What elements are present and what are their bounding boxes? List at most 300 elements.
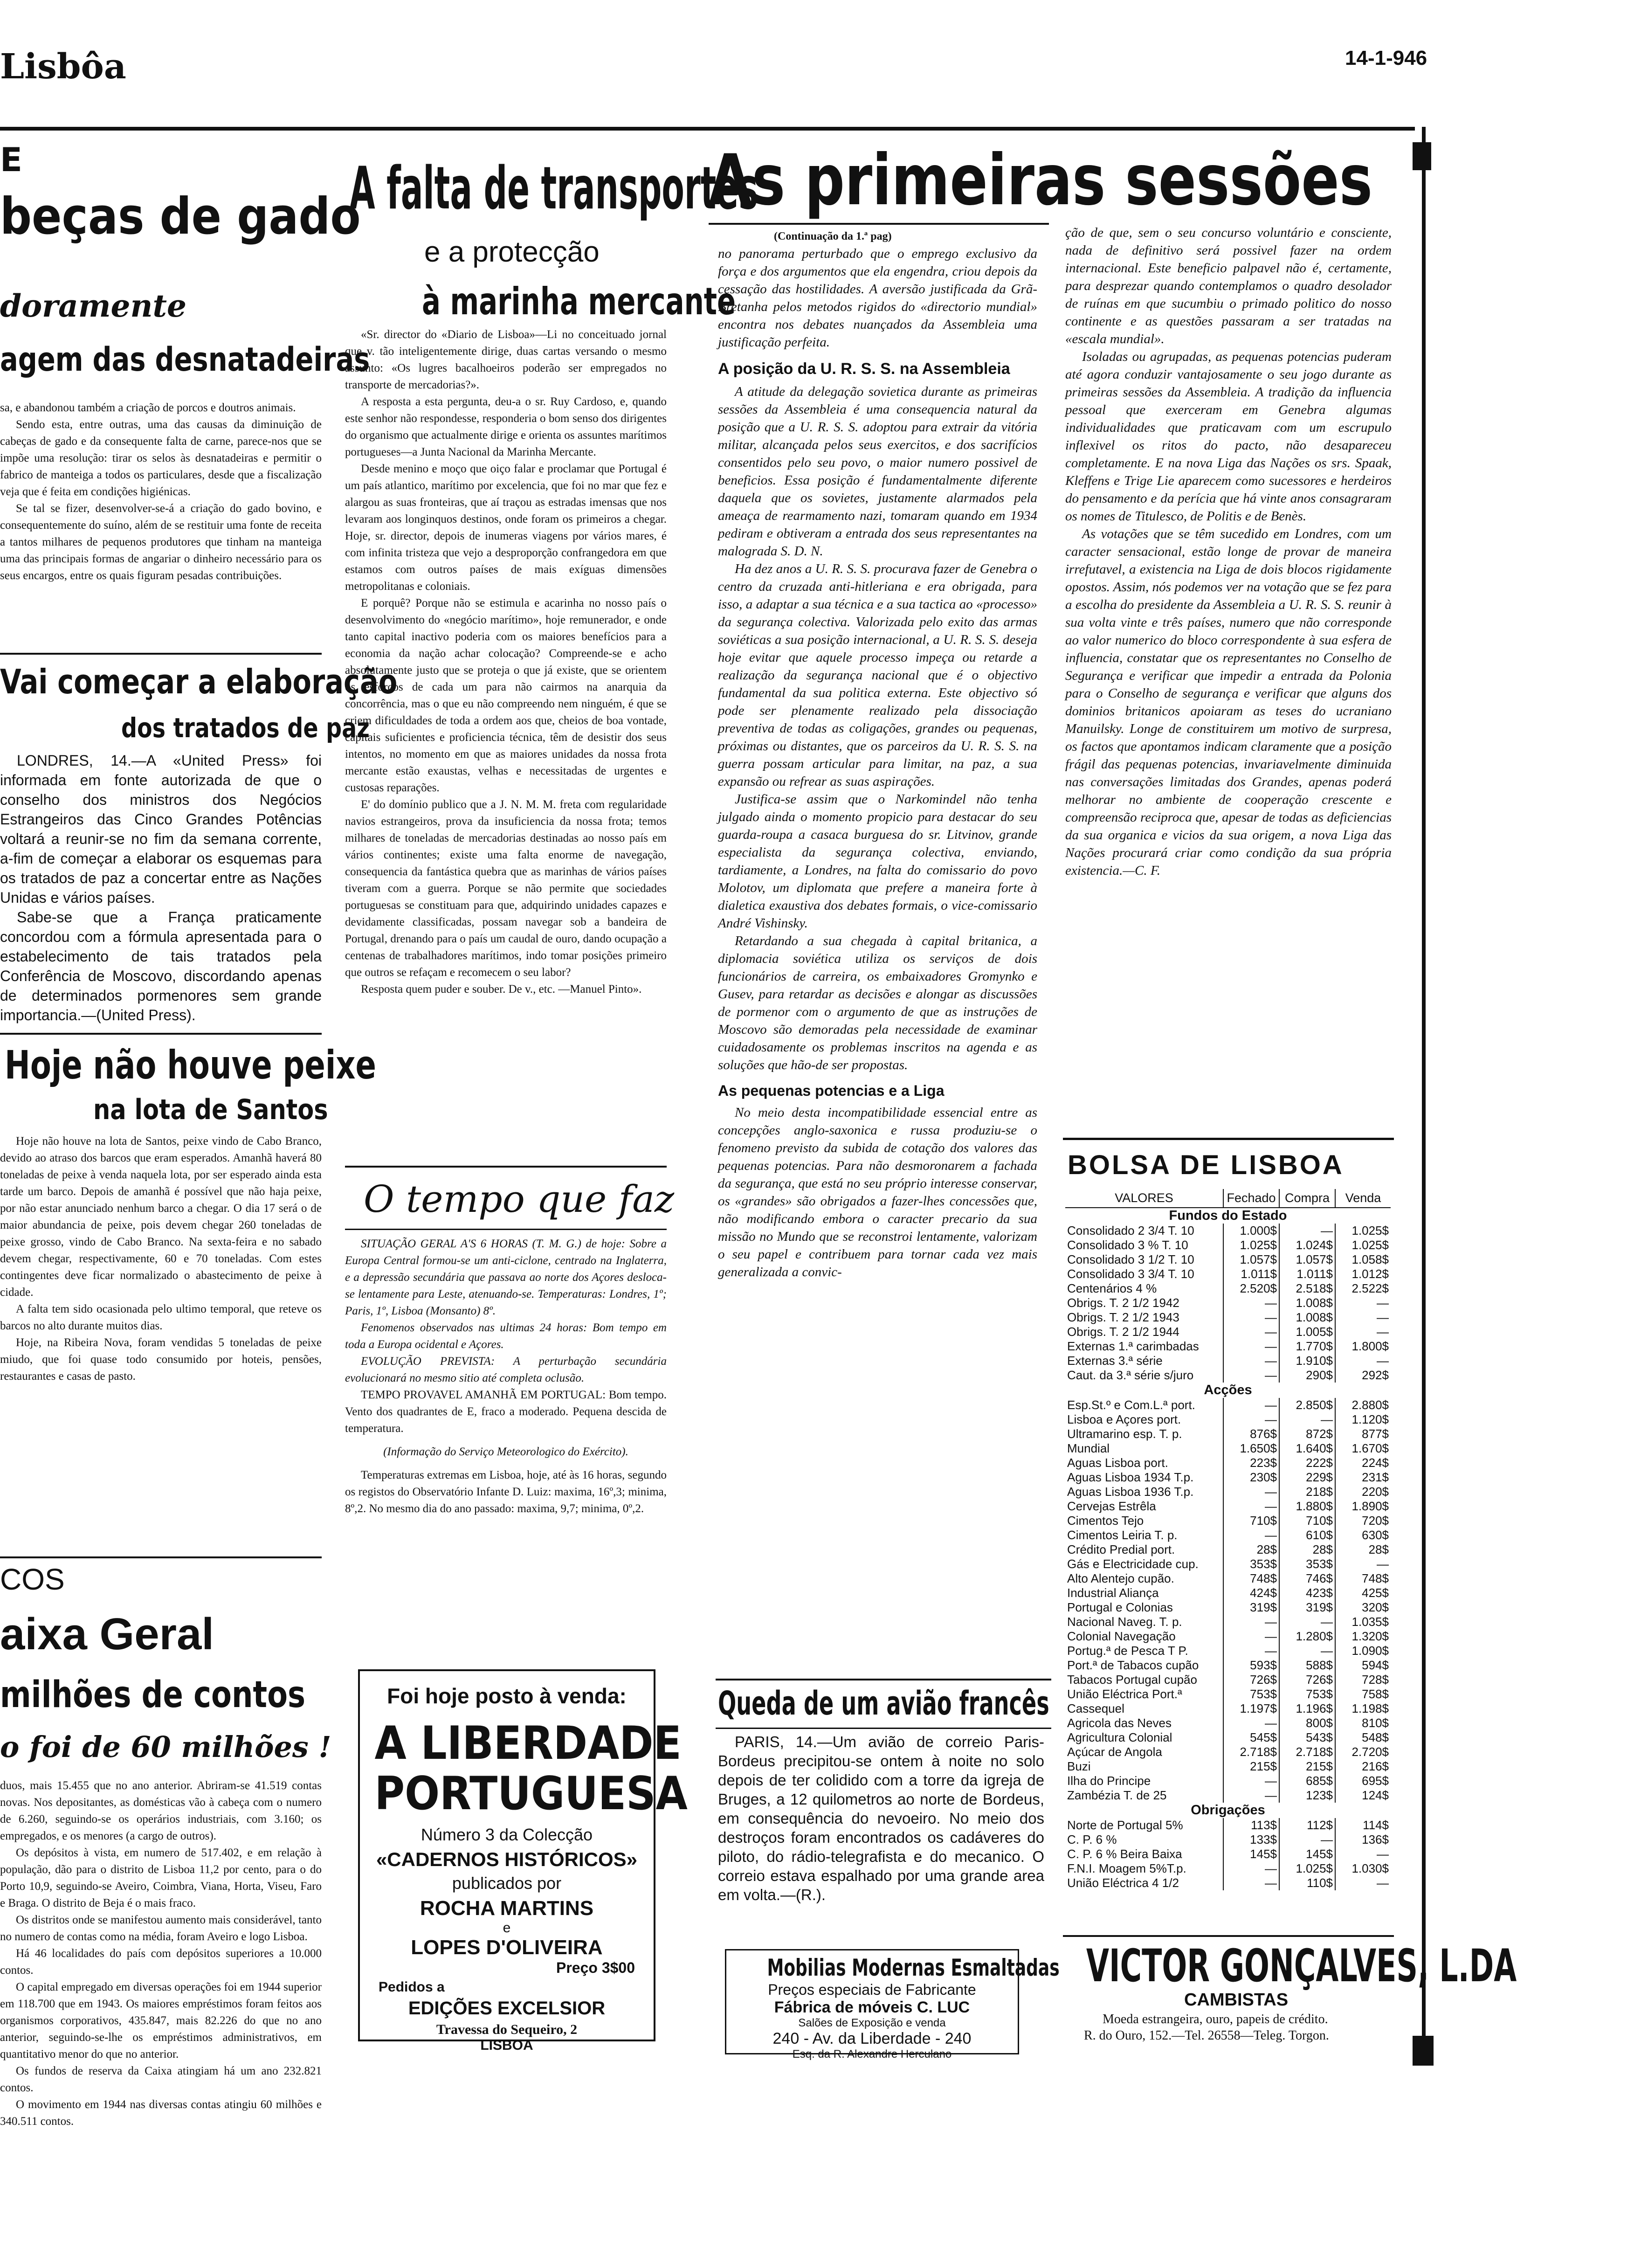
paragraph: Ha dez anos a U. R. S. S. procurava fazer de Genebra o centro da cruzada anti-hitleriana e era obrigada, para isso, a adaptar a sua técnica e a sua tactica ao «processo» da segurança colectiva. Valorizada pelo exito das armas soviéticas a sua posição internacional, a U. R. S. S. deseja hoje evitar que aquele processo impeça ou retarde a realização da segurança nacional que é o objectivo fundamental da sua politica externa. Este objectivo só pode ser plenamente realizado pela dissociação preventiva de todas as coligações, grandes ou pequenas, próximas ou distantes, que os parceiros da U. R. S. S. na guerra possam articular para limitar, na paz, a sua expansão ou refrear as suas aspirações. [718, 561, 1037, 789]
bolsa-price: — [1223, 1716, 1279, 1730]
bolsa-security: Esp.St.º e Com.L.ª port. [1067, 1398, 1195, 1412]
bolsa-row [1065, 1644, 1391, 1658]
bolsa-price: 758$ [1335, 1687, 1391, 1701]
bolsa-price: 114$ [1335, 1818, 1391, 1832]
paragraph: no panorama perturbado que o emprego exclusivo da força e dos argumentos que ela engendra, criou depois da cessação das hostilidades. A aversão justificada da Grã-Bretanha pelos metodos rigidos do «directorio mundial» encontra nos debates nuançados da Assembleia uma justificação perfeita. [718, 246, 1037, 350]
bolsa-price: 1.005$ [1279, 1325, 1335, 1339]
bolsa-price: 231$ [1335, 1470, 1391, 1485]
masthead-date: 14-1-946 [1345, 47, 1427, 69]
bolsa-price: 753$ [1223, 1687, 1279, 1701]
bolsa-security: Consolidado 3 % T. 10 [1067, 1238, 1188, 1252]
bolsa-price: 1.057$ [1279, 1252, 1335, 1267]
bolsa-security: Ilha do Principe [1067, 1774, 1151, 1788]
bolsa-price: 753$ [1279, 1687, 1335, 1701]
bolsa-price: 1.910$ [1279, 1354, 1335, 1368]
bolsa-price: 1.000$ [1223, 1224, 1279, 1238]
mobilias-line: Esq. da R. Alexandre Herculano [792, 2048, 952, 2061]
bolsa-section-row [1065, 1803, 1391, 1818]
bolsa-security: Zambézia T. de 25 [1067, 1788, 1167, 1802]
caixa-section-label: COS [0, 1563, 65, 1596]
paragraph: A atitude da delegação sovietica durante as primeiras sessões da Assembleia é uma consequencia natural da posição que a U. R. S. S. adoptou para extrair da vitória militar, alcançada pelos seus exercitos, e dos sacrifícios consentidos pelo seu povo, o maior numero possivel de beneficios. Essa posição é fundamentalmente diferente daquela que os sovietes, justamente alarmados pela ameaça de rearmamento nazi, tomaram quando em 1934 pediram e obtiveram a entrada dos seus representantes na malograda S. D. N. [718, 384, 1037, 559]
bolsa-price: 1.011$ [1223, 1267, 1279, 1281]
bolsa-price: 320$ [1335, 1600, 1391, 1615]
col1-headline: beças de gado [0, 187, 361, 246]
bolsa-price: 28$ [1279, 1542, 1335, 1557]
bolsa-price: — [1279, 1412, 1335, 1427]
bolsa-row [1065, 1514, 1391, 1528]
bolsa-price: 1.640$ [1279, 1441, 1335, 1456]
bolsa-price: 1.030$ [1335, 1861, 1391, 1876]
bolsa-price: 1.012$ [1335, 1267, 1391, 1281]
mobilias-line: Fábrica de móveis C. LUC [774, 1998, 970, 2016]
bolsa-price: 1.280$ [1279, 1629, 1335, 1644]
mobilias-ad [725, 1949, 1060, 2061]
continuation-note: (Continuação da 1.ª pag) [774, 230, 892, 242]
bolsa-security: Caut. da 3.ª série s/juro [1067, 1368, 1194, 1382]
mobilias-line: 240 - Av. da Liberdade - 240 [772, 2030, 972, 2047]
paragraph: As votações que se têm sucedido em Londres, com um caracter sensacional, estão longe de provar de maneira irrefutavel, a existencia na Liga de dois blocos rigidamente opostos. Assim, nós podemos ver na votação que se fez para a escolha do presidente da Assembleia a U. R. S. S. reunir à sua volta vinte e três países, numero que não corresponde ao valor numerico do bloco correspondente à sua esfera de influencia, constatar que os representantes no Conselho de Segurança e verificar que impedir a entrada da Polonia para o Conselho de segurança e verificar que alguns dos dominios britanicos apoiaram as teses do ucraniano Manuilsky. Longe de constituirem um motivo de surpresa, os factos que apontamos indicam claramente que a posição frágil das pequenas potencias, invariavelmente diminuida nas conversações limitadas dos Grandes, apenas poderá melhorar no ambiente de cooperação crescente e compreensão reciproca que, apesar de todas as deficiencias da sua organica e vicios da sua origem, a nova Liga das Nações procurará criar como condição da sua própria existencia.—C. F. [1065, 526, 1392, 878]
main-column-a [718, 245, 1037, 1281]
bolsa-price: 1.025$ [1279, 1861, 1335, 1876]
mobilias-title: Mobilias Modernas Esmaltadas [767, 1954, 1060, 1981]
bolsa-price: 1.198$ [1335, 1701, 1391, 1716]
bolsa-price: 224$ [1335, 1456, 1391, 1470]
paragraph: A falta tem sido ocasionada pelo ultimo temporal, que reteve os barcos no alto durante muitos dias. [0, 1303, 322, 1332]
bolsa-section-row [1065, 1208, 1391, 1224]
bolsa-row [1065, 1499, 1391, 1514]
bolsa-security: Aguas Lisboa 1934 T.p. [1067, 1470, 1194, 1484]
bolsa-security: Tabacos Portugal cupão [1067, 1673, 1197, 1687]
bolsa-price: — [1335, 1310, 1391, 1325]
bolsa-price: — [1335, 1876, 1391, 1890]
ad-title: A LIBERDADE [374, 1717, 682, 1770]
paragraph: Retardando a sua chegada à capital britanica, a diplomacia soviética utiliza os serviços de dois funcionários de carreira, os embaixadores Gromynko e Gusev, para retardar as decisões e alongar as discussões de pormenor com o argumento de que as instruções de Moscovo são demoradas pela necessidade de examinar cuidadosamente os problemas inscritos na agenda e as soluções que hão-de ser propostas. [718, 933, 1037, 1072]
bolsa-price: — [1223, 1296, 1279, 1310]
bolsa-price: 215$ [1279, 1759, 1335, 1774]
bolsa-security: Portug.ª de Pesca T P. [1067, 1644, 1188, 1658]
bolsa-security: Gás e Electricidade cup. [1067, 1557, 1199, 1571]
bolsa-price: 810$ [1335, 1716, 1391, 1730]
bolsa-price: 2.880$ [1335, 1398, 1391, 1412]
separator [1063, 1935, 1394, 1937]
paragraph: (Informação do Serviço Meteorologico do Exército). [383, 1445, 628, 1458]
bolsa-price: 145$ [1279, 1847, 1335, 1861]
bolsa-header: Compra [1279, 1189, 1335, 1208]
bolsa-price: 2.850$ [1279, 1398, 1335, 1412]
bolsa-price: 1.008$ [1279, 1296, 1335, 1310]
bolsa-price: 1.035$ [1335, 1615, 1391, 1629]
bolsa-price: 685$ [1279, 1774, 1335, 1788]
caixa-headline-2: milhões de contos [0, 1674, 306, 1716]
bolsa-row [1065, 1354, 1391, 1368]
bolsa-row [1065, 1224, 1391, 1238]
bolsa-price: 1.008$ [1279, 1310, 1335, 1325]
bolsa-price: 423$ [1279, 1586, 1335, 1600]
victor-line: R. do Ouro, 152.—Tel. 26558—Teleg. Torgon. [1084, 2028, 1329, 2043]
bolsa-price: — [1223, 1876, 1279, 1890]
separator [1063, 1138, 1394, 1140]
caixa-body [0, 1777, 322, 2130]
bolsa-row [1065, 1774, 1391, 1788]
bolsa-price: — [1279, 1224, 1335, 1238]
bolsa-security: Colonial Navegação [1067, 1629, 1176, 1643]
bolsa-price: 2.518$ [1279, 1281, 1335, 1296]
bolsa-price: 123$ [1279, 1788, 1335, 1803]
paragraph: E porquê? Porque não se estimula e acarinha no nosso país o desenvolvimento do «negócio marítimo», hoje remunerador, e onde tanto capital inactivo poderia com os maiores benefícios para a economia da nação achar colocação? Compreende-se e acho absolutamente justo que se proteja o que já existe, que se orientem os esforços de cada um para não cairmos na anarquia da concorrência, mas o que eu não compreendo nem ninguém, é que se criem dificuldades de toda a ordem aos que, cheios de boa vontade, capitais suficientes e proficiencia técnica, têm de desistir dos seus intentos, no momento em que as maiores unidades da nossa frota mercante estão exaustas, velhas e necessitadas de urgentes e custosas reparações. [345, 597, 667, 794]
tempo-body [345, 1236, 667, 1517]
bolsa-security: Externas 1.ª carimbadas [1067, 1339, 1199, 1353]
transportes-sub-1: e a protecção [424, 236, 600, 268]
bolsa-price: — [1223, 1788, 1279, 1803]
bolsa-row [1065, 1427, 1391, 1441]
bolsa-security: Alto Alentejo cupão. [1067, 1571, 1174, 1585]
bolsa-price: 1.025$ [1223, 1238, 1279, 1252]
bolsa-security: Centenários 4 % [1067, 1281, 1157, 1295]
main-headline: As primeiras sessões [709, 140, 1373, 221]
bolsa-price: 292$ [1335, 1368, 1391, 1383]
separator [716, 1728, 1051, 1729]
bolsa-table [1065, 1189, 1391, 1890]
bolsa-price: 2.522$ [1335, 1281, 1391, 1296]
bolsa-price: 1.058$ [1335, 1252, 1391, 1267]
tempo-title: O tempo que faz [364, 1177, 675, 1221]
bolsa-price: — [1223, 1310, 1279, 1325]
bolsa-price: 1.670$ [1335, 1441, 1391, 1456]
bolsa-price: 1.770$ [1279, 1339, 1335, 1354]
bolsa-title: BOLSA DE LISBOA [1068, 1150, 1344, 1180]
bolsa-security: Obrigs. T. 2 1/2 1942 [1067, 1296, 1179, 1310]
bolsa-security: C. P. 6 % Beira Baixa [1067, 1847, 1182, 1861]
bolsa-price: 124$ [1335, 1788, 1391, 1803]
bolsa-price: — [1223, 1774, 1279, 1788]
bolsa-row [1065, 1412, 1391, 1427]
paragraph: SITUAÇÃO GERAL A'S 6 HORAS (T. M. G.) de hoje: Sobre a Europa Central formou-se um anti-ciclone, centrado na Inglaterra, e a depressão secundária que passava ao norte dos Açores desloca-se lentamente para Leste, atenuando-se. Temperaturas: Londres, 1º; Paris, 1º, Lisboa (Monsanto) 8º. [345, 1238, 667, 1317]
bolsa-section-row [1065, 1383, 1391, 1398]
paragraph: Se tal se fizer, desenvolver-se-á a criação do gado bovino, e consequentemente do suíno, além de se restituir uma fonte de receita a tantos milhares de pequenos produtores que tinham na manteiga uma das principais formas de angariar o dinheiro necessário para os seus encargos, entre os quais figuram pesadas contribuições. [0, 502, 322, 582]
bolsa-price: 748$ [1335, 1571, 1391, 1586]
bolsa-row [1065, 1716, 1391, 1730]
peixe-body [0, 1133, 322, 1385]
bolsa-price: — [1335, 1847, 1391, 1861]
bolsa-price: 216$ [1335, 1759, 1391, 1774]
ad-line: Número 3 da Colecção [421, 1825, 593, 1844]
paragraph: duos, mais 15.455 que no ano anterior. Abriram-se 41.519 contas novas. Nos depositantes, as domésticas vão à cabeça com o numero de 6.260, seguindo-se os operários industriais, com 3.160; os empregados, e os menores (a cargo de outros). [0, 1779, 322, 1842]
bolsa-price: 215$ [1223, 1759, 1279, 1774]
separator [345, 1229, 667, 1230]
ad-line: publicados por [452, 1874, 562, 1893]
bolsa-security: Crédito Predial port. [1067, 1542, 1175, 1556]
bolsa-price: 1.025$ [1335, 1224, 1391, 1238]
bolsa-price: 110$ [1279, 1876, 1335, 1890]
victor-sub: CAMBISTAS [1184, 1990, 1289, 2010]
bolsa-price: — [1223, 1368, 1279, 1383]
bolsa-row [1065, 1847, 1391, 1861]
bolsa-price: 220$ [1335, 1485, 1391, 1499]
bolsa-row [1065, 1629, 1391, 1644]
bolsa-price: 353$ [1279, 1557, 1335, 1571]
bolsa-price: 1.025$ [1335, 1238, 1391, 1252]
bolsa-price: — [1223, 1398, 1279, 1412]
bolsa-row [1065, 1832, 1391, 1847]
bolsa-security: Cervejas Estrêla [1067, 1499, 1156, 1513]
bolsa-price: 28$ [1335, 1542, 1391, 1557]
ad-author: LOPES D'OLIVEIRA [411, 1936, 603, 1959]
bolsa-security: C. P. 6 % [1067, 1832, 1117, 1846]
paragraph: Sendo esta, entre outras, uma das causas da diminuição de cabeças de gado e da consequente falta de carne, parece-nos que se impõe uma resolução: tirar os selos às desnatadeiras e permitir o fabrico de manteiga a todos os particulares, desde que a fiscalização veja que é feita em condições higiénicas. [0, 418, 322, 498]
bolsa-header-row [1065, 1189, 1391, 1208]
bolsa-price: 230$ [1223, 1470, 1279, 1485]
bolsa-row [1065, 1542, 1391, 1557]
bolsa-price: 218$ [1279, 1485, 1335, 1499]
bolsa-price: — [1279, 1644, 1335, 1658]
bolsa-security: União Eléctrica Port.ª [1067, 1687, 1182, 1701]
paragraph: Os distritos onde se manifestou aumento mais considerável, tanto no numero de contas como na média, foram Aveiro e logo Lisboa. [0, 1914, 322, 1943]
main-rule [709, 223, 1049, 225]
bolsa-row [1065, 1571, 1391, 1586]
bolsa-security: Agricola das Neves [1067, 1716, 1172, 1730]
bolsa-price: — [1223, 1354, 1279, 1368]
aviao-body: PARIS, 14.—Um avião de correio Paris-Bordeus precipitou-se ontem à noite no solo depois de ter colidido com a torre da igreja de Bruges, a 12 quilometros ao norte de Bordeus, em consequência do nevoeiro. No meio dos destroços foram encontrados os cadáveres do piloto, do rádio-telegrafista e do mecanico. O correio estava espalhado por uma grande area em volta.—(R.). [718, 1733, 1044, 1903]
paragraph: Fenomenos observados nas ultimas 24 horas: Bom tempo em toda a Europa ocidental e Açores. [345, 1321, 667, 1351]
bolsa-row [1065, 1745, 1391, 1759]
transportes-headline: A falta de transportes [350, 154, 758, 222]
bolsa-row [1065, 1368, 1391, 1383]
bolsa-price: 728$ [1335, 1673, 1391, 1687]
bolsa-row [1065, 1687, 1391, 1701]
paragraph: Sabe-se que a França praticamente concordou com a fórmula apresentada para o estabelecimento de tais tratados pela Conferência de Moscovo, discordando apenas de determinados pormenores sem grande importancia.—(United Press). [0, 909, 322, 1023]
bolsa-price: 726$ [1279, 1673, 1335, 1687]
transportes-sub-2: à marinha mercante [422, 280, 736, 323]
bolsa-security: Externas 3.ª série [1067, 1354, 1163, 1368]
bolsa-price: 145$ [1223, 1847, 1279, 1861]
aviao-headline: Queda de um avião francês [718, 1684, 1049, 1722]
paragraph: Há 46 localidades do país com depósitos superiores a 10.000 contos. [0, 1947, 322, 1977]
tratados-headline-2: dos tratados de paz [121, 712, 370, 744]
bolsa-security: Açúcar de Angola [1067, 1745, 1162, 1759]
bolsa-section-title: Fundos do Estado [1169, 1208, 1287, 1223]
bolsa-price: 800$ [1279, 1716, 1335, 1730]
bolsa-header: Fechado [1223, 1189, 1279, 1208]
bolsa-row [1065, 1267, 1391, 1281]
bolsa-row [1065, 1238, 1391, 1252]
bolsa-price: — [1279, 1832, 1335, 1847]
bolsa-security: Consolidado 3 3/4 T. 10 [1067, 1267, 1194, 1281]
bolsa-security: Agricultura Colonial [1067, 1730, 1172, 1744]
col1-subhead: doramente [0, 288, 186, 324]
masthead-city: Lisbôa [0, 47, 126, 87]
liberdade-ad [358, 1669, 688, 2053]
col1-top-letter: E [0, 141, 22, 179]
bolsa-row [1065, 1673, 1391, 1687]
ad-author: ROCHA MARTINS [420, 1897, 594, 1920]
paragraph: Hoje, na Ribeira Nova, foram vendidas 5 toneladas de peixe miudo, que foi quase todo consumido por hoteis, pensões, restaurantes e casas de pasto. [0, 1336, 322, 1383]
bolsa-row [1065, 1398, 1391, 1412]
bolsa-price: 746$ [1279, 1571, 1335, 1586]
ad-title: PORTUGUESA [374, 1767, 688, 1820]
bolsa-price: 1.880$ [1279, 1499, 1335, 1514]
bolsa-price: 876$ [1223, 1427, 1279, 1441]
top-rule [0, 127, 1415, 131]
bolsa-price: 695$ [1335, 1774, 1391, 1788]
bolsa-price: 2.520$ [1223, 1281, 1279, 1296]
ad-line: Foi hoje posto à venda: [387, 1684, 627, 1708]
paragraph: TEMPO PROVAVEL AMANHÃ EM PORTUGAL: Bom tempo. Vento dos quadrantes de E, fraco a moderado. Pequena descida de temperatura. [345, 1389, 667, 1435]
peixe-headline-1: Hoje não houve peixe [5, 1042, 376, 1088]
paragraph: Isoladas ou agrupadas, as pequenas potencias puderam até agora conduzir vantajosamente o seu jogo durante as primeiras sessões da Assembleia. A tradição da influencia pessoal que exerceram em Genebra algumas individualidades que praticavam com um escrupulo inflexivel os ritos do pacto, não desapareceu completamente. E na nova Liga das Nações os srs. Spaak, Kleffens e Trige Lie aparecem como sucessores e herdeiros do pensamento e da perícia que há vinte anos consagraram os nomes de Titulesco, de Politis e de Benès. [1065, 349, 1392, 524]
bolsa-row [1065, 1281, 1391, 1296]
bolsa-security: Ultramarino esp. T. p. [1067, 1427, 1182, 1441]
bolsa-price: 1.120$ [1335, 1412, 1391, 1427]
bolsa-row [1065, 1876, 1391, 1890]
bolsa-row [1065, 1615, 1391, 1629]
bolsa-row [1065, 1818, 1391, 1832]
paragraph: O capital empregado em diversas operações foi em 1944 superior em 118.700 que em 1943. Os maiores empréstimos foram feitos aos organismos corporativos, 435.847, mais 82.226 do que no ano anterior, seguindo-se-lhe os empréstimos administrativos, em quantitativo menor do que no anterior. [0, 1981, 322, 2061]
bolsa-price: 543$ [1279, 1730, 1335, 1745]
bolsa-price: 1.011$ [1279, 1267, 1335, 1281]
bolsa-price: — [1223, 1644, 1279, 1658]
bolsa-price: — [1223, 1412, 1279, 1427]
bolsa-price: 425$ [1335, 1586, 1391, 1600]
bolsa-security: Obrigs. T. 2 1/2 1944 [1067, 1325, 1179, 1339]
bolsa-price: 594$ [1335, 1658, 1391, 1673]
bolsa-price: 319$ [1279, 1600, 1335, 1615]
bolsa-price: — [1335, 1296, 1391, 1310]
bolsa-price: — [1279, 1615, 1335, 1629]
bolsa-price: — [1223, 1325, 1279, 1339]
bolsa-security: União Eléctrica 4 1/2 [1067, 1876, 1179, 1890]
bolsa-price: — [1223, 1485, 1279, 1499]
bolsa-price: 112$ [1279, 1818, 1335, 1832]
bolsa-price: 223$ [1223, 1456, 1279, 1470]
bolsa-security: Aguas Lisboa port. [1067, 1456, 1168, 1470]
bolsa-price: — [1223, 1861, 1279, 1876]
bolsa-security: Aguas Lisboa 1936 T.p. [1067, 1485, 1194, 1499]
bolsa-security: Lisboa e Açores port. [1067, 1412, 1181, 1426]
bolsa-row [1065, 1861, 1391, 1876]
bolsa-price: 710$ [1279, 1514, 1335, 1528]
bolsa-price: 1.057$ [1223, 1252, 1279, 1267]
right-border [1422, 127, 1426, 2057]
caixa-headline-1: aixa Geral [0, 1609, 214, 1659]
paragraph: A resposta a esta pergunta, deu-a o sr. Ruy Cardoso, e, quando este senhor não respondesse, responderia o bom senso dos dirigentes do organismo que actualmente dirige e orienta os assuntes marítimos portugueses—a Junta Nacional da Marinha Mercante. [345, 395, 667, 458]
bolsa-security: Buzi [1067, 1759, 1091, 1773]
bolsa-security: Nacional Naveg. T. p. [1067, 1615, 1182, 1629]
bolsa-row [1065, 1325, 1391, 1339]
bolsa-price: 545$ [1223, 1730, 1279, 1745]
corner-block-top [1413, 142, 1431, 170]
bolsa-row [1065, 1658, 1391, 1673]
paragraph: «Sr. director do «Diario de Lisboa»—Li no conceituado jornal que v. tão inteligentemente dirige, duas cartas versando o mesmo assunto: «Os lugres bacalhoeiros poderão ser empregados no transporte de mercadorias?». [345, 328, 667, 391]
urss-subhead: A posição da U. R. S. S. na Assembleia [718, 360, 1010, 378]
bolsa-price: 630$ [1335, 1528, 1391, 1542]
bolsa-price: — [1335, 1325, 1391, 1339]
mobilias-line: Salões de Exposição e venda [798, 2017, 946, 2029]
bolsa-price: 2.718$ [1223, 1745, 1279, 1759]
bolsa-price: — [1223, 1615, 1279, 1629]
paragraph: EVOLUÇÃO PREVISTA: A perturbação secundária evolucionará no mesmo sitio até completa oclusão. [345, 1355, 667, 1384]
bolsa-price: — [1223, 1629, 1279, 1644]
bolsa-row [1065, 1485, 1391, 1499]
bolsa-price: — [1335, 1557, 1391, 1571]
bolsa-price: 2.720$ [1335, 1745, 1391, 1759]
ad-price: Preço 3$00 [556, 1959, 635, 1976]
paragraph: Temperaturas extremas em Lisboa, hoje, até às 16 horas, segundo os registos do Observatório Infante D. Luiz: maxima, 16º,3; minima, 8º,2. No mesmo dia do ano passado: maxima, 9,7; minima, 0º,2. [345, 1469, 667, 1515]
bolsa-price: 222$ [1279, 1456, 1335, 1470]
bolsa-price: 726$ [1223, 1673, 1279, 1687]
bolsa-row [1065, 1730, 1391, 1745]
ad-city: LISBOA [480, 2038, 533, 2053]
mobilias-line: Preços especiais de Fabricante [768, 1981, 976, 1998]
bolsa-row [1065, 1528, 1391, 1542]
bolsa-price: — [1223, 1339, 1279, 1354]
bolsa-price: 720$ [1335, 1514, 1391, 1528]
transportes-body [345, 326, 667, 998]
paragraph: Justifica-se assim que o Narkomindel não tenha julgado ainda o momento propicio para destacar do seu guarda-roupa a casaca burguesa do sr. Litvinov, grande especialista da segurança colectiva, enviando, tardiamente, a Londres, na falta do comissario do povo Molotov, um diplomata que prefere a maneira forte à dialetica exaustiva dos debates formais, o vice-comissario André Vishinsky. [718, 792, 1037, 931]
paragraph: sa, e abandonou também a criação de porcos e doutros animais. [0, 401, 296, 414]
bolsa-security: Mundial [1067, 1441, 1110, 1455]
paragraph: Hoje não houve na lota de Santos, peixe vindo de Cabo Branco, devido ao atraso dos barcos que eram esperados. Amanhã haverá 80 toneladas de peixe à venda naquela lota, por ser esperado ainda esta tarde um barco. Depois de amanhã é possível que não haja peixe, por não estar anunciado nenhum barco a chegar. O dia 17 será o de maior abundancia de peixe, pois devem chegar 260 toneladas de peixe grosso, vindo de Cabo Branco. Na sexta-feira e no sabado devem chegar, respectivamente, 60 e 70 toneladas. Com estes contingentes deve ficar normalizado o abastecimento de peixe à cidade. [0, 1135, 322, 1299]
corner-block-bottom [1413, 2036, 1434, 2066]
bolsa-row [1065, 1296, 1391, 1310]
ad-line: Pedidos a [379, 1979, 445, 1995]
bolsa-price: 1.890$ [1335, 1499, 1391, 1514]
bolsa-price: 353$ [1223, 1557, 1279, 1571]
bolsa-row [1065, 1788, 1391, 1803]
bolsa-security: Obrigs. T. 2 1/2 1943 [1067, 1310, 1179, 1324]
bolsa-section-title: Obrigações [1191, 1803, 1265, 1818]
bolsa-row [1065, 1701, 1391, 1716]
col1-body [0, 400, 322, 584]
separator [0, 653, 322, 655]
bolsa-price: 593$ [1223, 1658, 1279, 1673]
separator [345, 1166, 667, 1168]
bolsa-price: 113$ [1223, 1818, 1279, 1832]
bolsa-price: 2.718$ [1279, 1745, 1335, 1759]
bolsa-row [1065, 1456, 1391, 1470]
bolsa-price: — [1223, 1528, 1279, 1542]
bolsa-price: 136$ [1335, 1832, 1391, 1847]
bolsa-security: Consolidado 3 1/2 T. 10 [1067, 1252, 1194, 1266]
bolsa-table-wrap [1065, 1189, 1394, 1890]
peixe-headline-2: na lota de Santos [93, 1093, 328, 1126]
bolsa-security: Industrial Aliança [1067, 1586, 1159, 1600]
ad-publisher: EDIÇÕES EXCELSIOR [408, 1998, 606, 2019]
bolsa-row [1065, 1600, 1391, 1615]
ad-line: e [503, 1920, 511, 1936]
bolsa-price: — [1335, 1354, 1391, 1368]
liga-subhead: As pequenas potencias e a Liga [718, 1082, 945, 1099]
bolsa-row [1065, 1586, 1391, 1600]
bolsa-price: 1.650$ [1223, 1441, 1279, 1456]
bolsa-price: 1.800$ [1335, 1339, 1391, 1354]
bolsa-row [1065, 1470, 1391, 1485]
bolsa-price: 424$ [1223, 1586, 1279, 1600]
bolsa-price: 872$ [1279, 1427, 1335, 1441]
paragraph: LONDRES, 14.—A «United Press» foi informada em fonte autorizada de que o conselho dos ministros dos Negócios Estrangeiros das Cinco Grandes Potências voltará a reunir-se no fim da semana corrente, a-fim de começar a elaborar os esquemas para os tratados de paz a concertar entre as Nações Unidas e vários países. [0, 752, 322, 906]
paragraph: Os depósitos à vista, em numero de 517.402, e em relação à população, dão para o distrito de Lisboa 11,2 por cento, para o do Porto 10,9, seguindo-se Aveiro, Coimbra, Viana, Horta, Viseu, Faro e Braga. O distrito de Beja é o mais fraco. [0, 1846, 322, 1909]
bolsa-price: 548$ [1335, 1730, 1391, 1745]
bolsa-row [1065, 1557, 1391, 1571]
paragraph: Desde menino e moço que oiço falar e proclamar que Portugal é um país atlantico, marítimo por excelencia, que foi no mar que fez e alargou as suas fronteiras, que aí traçou as estradas imensas que nos levaram aos longinquos destinos, onde foram os primeiros a chegar. Hoje, sr. director, depois de inumeras viagens por vários mares, é com infinita tristeza que vejo a desproporção confrangedora em que estamos com outros países de mais exíguas dimensões metropolitanas e coloniais. [345, 463, 667, 593]
paragraph: Resposta quem puder e souber. De v., etc. —Manuel Pinto». [361, 983, 642, 996]
main-column-b [1065, 224, 1392, 879]
bolsa-header: Venda [1335, 1189, 1391, 1208]
bolsa-security: Cassequel [1067, 1701, 1124, 1715]
paragraph: ção de que, sem o seu concurso voluntário e consciente, nada de definitivo será possivel fazer na ordem internacional. Este beneficio palpavel não é, certamente, para desprezar quando contemplamos o quadro desolador de ruínas em que sucumbiu o primado politico do nosso continente e as questões passaram a ser tratadas na «escala mundial». [1065, 225, 1392, 346]
tratados-headline-1: Vai começar a elaboração [0, 662, 398, 701]
bolsa-price: 319$ [1223, 1600, 1279, 1615]
bolsa-price: 610$ [1279, 1528, 1335, 1542]
